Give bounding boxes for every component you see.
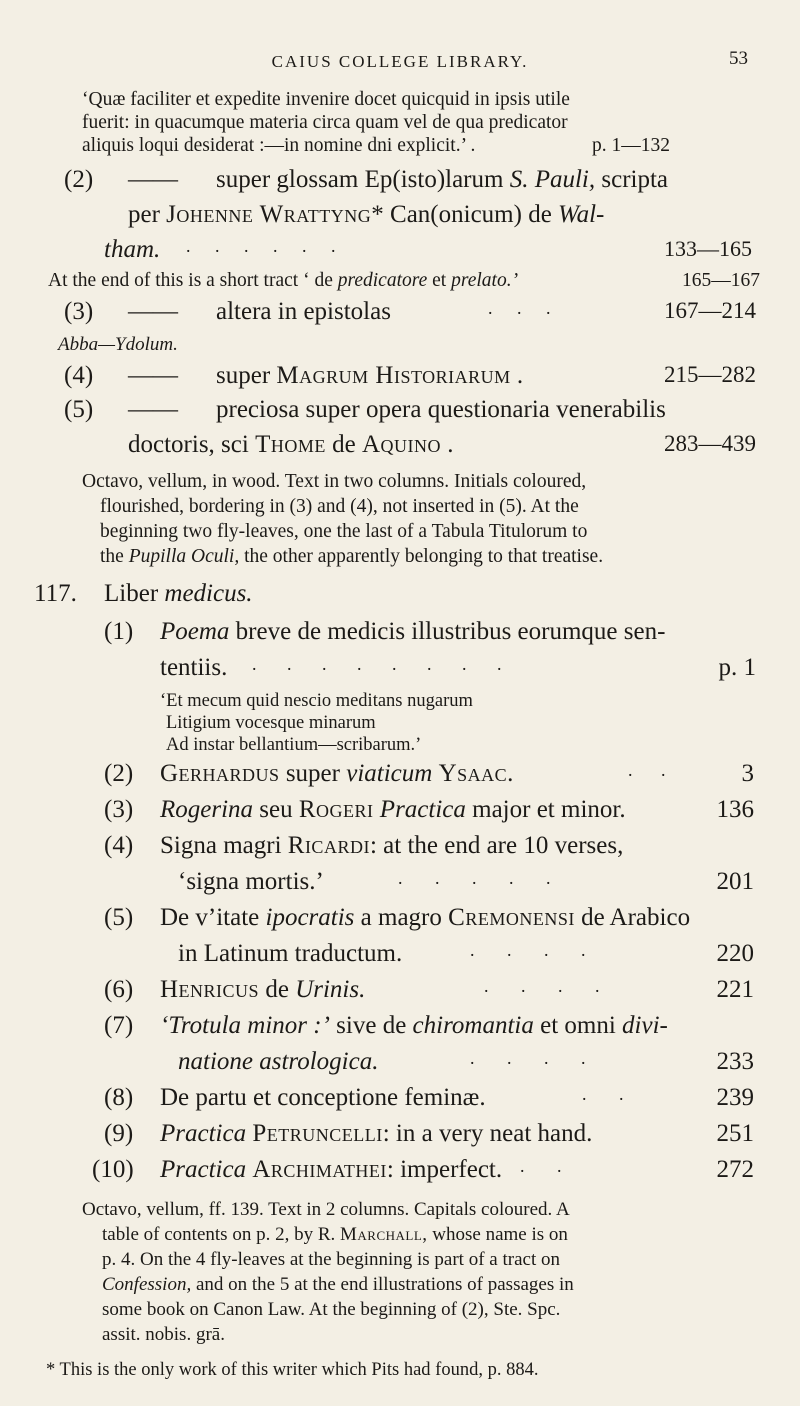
entry-116-3 [0, 298, 800, 332]
entry-117-8 [0, 1084, 800, 1118]
entry-number: (2) [104, 760, 134, 787]
footnote: * This is the only work of this writer which Pits had found, p. 884. [46, 1360, 539, 1380]
dot-leader: . . [628, 760, 678, 780]
page-range: 167—214 [664, 298, 756, 323]
entry-text: Practica Archimathei: imperfect. [160, 1156, 503, 1183]
entry-number: (5) [64, 396, 94, 423]
entry-text: ‘Trotula minor :’ sive de chiromantia et omni divi- [160, 1012, 668, 1039]
note-text: At the end of this is a short tract ‘ de predicatore et prelato.’ [48, 270, 519, 291]
entry-number: (3) [104, 796, 134, 823]
item-number: 117. [34, 580, 77, 607]
desc-line: the Pupilla Oculi, the other apparently belonging to that treatise. [100, 546, 604, 567]
page-range: 251 [716, 1120, 754, 1147]
page-range: 136 [716, 796, 754, 823]
page-range: 272 [716, 1156, 754, 1183]
entry-text: doctoris, sci Thome de Aquino . [128, 431, 454, 458]
opening-quote [82, 88, 762, 160]
desc-line: assit. nobis. grā. [102, 1324, 225, 1345]
page-range: 233 [716, 1048, 754, 1075]
entry-117-6 [0, 976, 800, 1010]
quote-line: fuerit: in quacumque materia circa quam vel de qua predicator [82, 112, 568, 133]
ditto-dash: —— [128, 298, 178, 325]
ditto-dash: —— [128, 166, 178, 193]
description-117 [82, 1198, 762, 1352]
page-range: 3 [741, 760, 754, 787]
verse-line: Litigium vocesque minarum [166, 713, 376, 733]
dot-leader: . . [520, 1156, 576, 1176]
entry-text: De partu et conceptione feminæ. [160, 1084, 486, 1111]
entry-number: (2) [64, 166, 94, 193]
entry-text: ‘signa mortis.’ [178, 868, 324, 895]
entry-116-5 [0, 396, 800, 466]
entry-text: Rogerina seu Rogeri Practica major et minor. [160, 796, 626, 823]
desc-line: beginning two fly-leaves, one the last of a Tabula Titulorum to [100, 521, 588, 542]
page-range: 201 [716, 868, 754, 895]
dot-leader: . . . . [470, 1048, 600, 1068]
page-range: 220 [716, 940, 754, 967]
entry-117-3 [0, 796, 800, 830]
page-range: 215—282 [664, 362, 756, 387]
entry-text: in Latinum traductum. [178, 940, 403, 967]
entry-117-1 [0, 618, 800, 688]
page-range: 221 [716, 976, 754, 1003]
entry-text: Henricus de Urinis. [160, 976, 366, 1003]
entry-117-4 [0, 832, 800, 902]
entry-text: De v’itate ipocratis a magro Cremonensi de Arabico [160, 904, 691, 931]
entry-number: (6) [104, 976, 134, 1003]
running-title: CAIUS COLLEGE LIBRARY. [271, 52, 529, 71]
ditto-dash: —— [128, 362, 178, 389]
desc-line: flourished, bordering in (3) and (4), not inserted in (5). At the [100, 496, 579, 517]
entry-117-2 [0, 760, 800, 794]
entry-117-7 [0, 1012, 800, 1082]
verse-line: Ad instar bellantium—scribarum.’ [166, 735, 422, 755]
ditto-dash: —— [128, 396, 178, 423]
entry-number: (9) [104, 1120, 134, 1147]
dot-leader: . . . . . . . . [252, 654, 515, 674]
entry-116-4 [0, 362, 800, 396]
page-range: p. 1 [718, 654, 756, 681]
entry-text: altera in epistolas [216, 298, 391, 325]
entry-text: tentiis. [160, 654, 228, 681]
dot-leader: . . [582, 1084, 638, 1104]
entry-text: Signa magri Ricardi: at the end are 10 verses, [160, 832, 624, 859]
item-title: Liber medicus. [104, 580, 253, 607]
tract-note [0, 270, 800, 298]
desc-line: p. 4. On the 4 fly-leaves at the beginning is part of a tract on [102, 1249, 560, 1270]
entry-number: (4) [104, 832, 134, 859]
entry-number: (1) [104, 618, 134, 645]
desc-line: Confession, and on the 5 at the end illustrations of passages in [102, 1274, 574, 1295]
dot-leader: . . . . . . [186, 236, 346, 256]
entry-text: Gerhardus super viaticum Ysaac. [160, 760, 514, 787]
desc-line: table of contents on p. 2, by R. Marchall, whose name is on [102, 1224, 568, 1245]
entry-text: Practica Petruncelli: in a very neat hand. [160, 1120, 593, 1147]
entry-text: super glossam Ep(isto)larum S. Pauli, scripta [216, 166, 669, 193]
entry-117-9 [0, 1120, 800, 1154]
entry-number: (8) [104, 1084, 134, 1111]
page-range: 133—165 [664, 236, 752, 261]
abba-heading: Abba—Ydolum. [58, 334, 178, 355]
entry-117-5 [0, 904, 800, 974]
desc-line: some book on Canon Law. At the beginning of (2), Ste. Spc. [102, 1299, 561, 1320]
entry-number: (3) [64, 298, 94, 325]
entry-text: super Magrum Historiarum . [216, 362, 524, 389]
page-number: 53 [729, 48, 748, 69]
entry-number: (7) [104, 1012, 134, 1039]
verse-quote [160, 690, 720, 758]
entry-number: (4) [64, 362, 94, 389]
entry-text: Poema breve de medicis illustribus eorumque sen- [160, 618, 666, 645]
entry-number: (10) [92, 1156, 134, 1183]
dot-leader: . . . . . [398, 868, 565, 888]
entry-text: preciosa super opera questionaria venerabilis [216, 396, 666, 423]
desc-line: Octavo, vellum, ff. 139. Text in 2 columns. Capitals coloured. A [82, 1199, 570, 1220]
entry-117-10 [0, 1156, 800, 1190]
entry-text: tham. [104, 236, 161, 263]
dot-leader: . . . . [470, 940, 600, 960]
dot-leader: . . . [488, 298, 561, 318]
item-117-heading [0, 580, 800, 614]
quote-line: ‘Quæ faciliter et expedite invenire docet quicquid in ipsis utile [82, 89, 570, 110]
entry-text: natione astrologica. [178, 1048, 379, 1075]
entry-116-2 [0, 166, 800, 266]
entry-text: per Johenne Wrattyng* Can(onicum) de Wal- [128, 201, 605, 228]
verse-line: ‘Et mecum quid nescio meditans nugarum [160, 691, 473, 711]
desc-line: Octavo, vellum, in wood. Text in two columns. Initials coloured, [82, 471, 587, 492]
page-range: 283—439 [664, 431, 756, 456]
dot-leader: . . . . [484, 976, 614, 996]
entry-number: (5) [104, 904, 134, 931]
quote-line: aliquis loqui desiderat :—in nomine dni explicit.’ . [82, 135, 476, 156]
page-range: 165—167 [682, 270, 760, 291]
description-116 [82, 470, 762, 570]
quote-pages: p. 1—132 [592, 135, 670, 156]
page-range: 239 [716, 1084, 754, 1111]
